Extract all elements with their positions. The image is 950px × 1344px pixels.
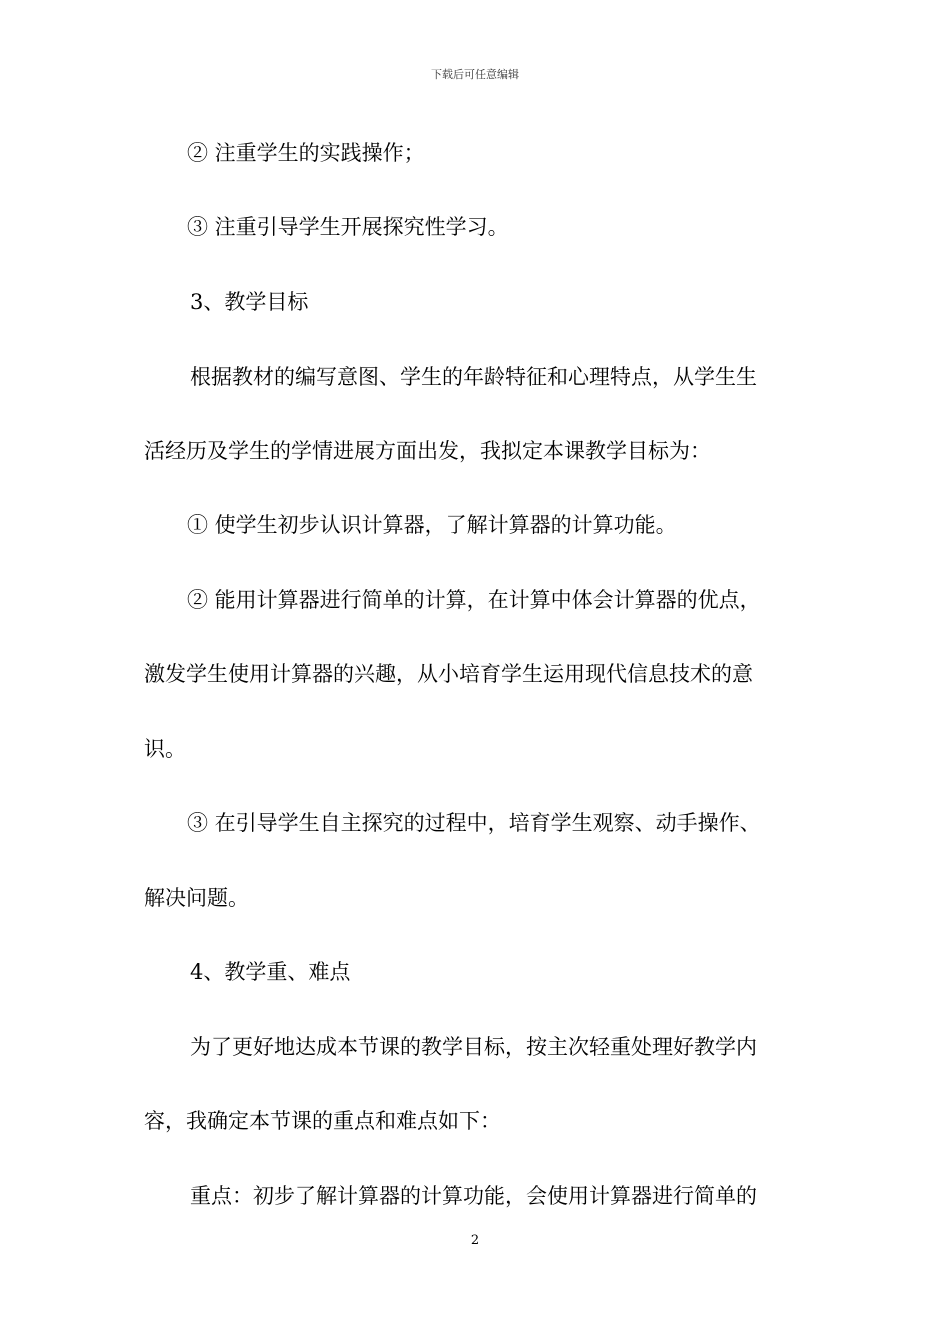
text-line: 为了更好地达成本节课的教学目标，按主次轻重处理好教学内 bbox=[190, 1035, 757, 1059]
text-line: 解决问题。 bbox=[144, 886, 249, 910]
section-heading: 4、教学重、难点 bbox=[190, 960, 351, 984]
page-number: 2 bbox=[470, 1233, 480, 1248]
text-line: ③ 在引导学生自主探究的过程中，培育学生观察、动手操作、 bbox=[187, 811, 761, 835]
text-line: 容，我确定本节课的重点和难点如下： bbox=[144, 1109, 501, 1133]
text-line: 重点：初步了解计算器的计算功能，会使用计算器进行简单的 bbox=[190, 1184, 757, 1208]
text-line: ③ 注重引导学生开展探究性学习。 bbox=[187, 215, 509, 239]
text-line: 识。 bbox=[144, 737, 186, 761]
page-header: 下载后可任意编辑 bbox=[431, 68, 519, 81]
text-line: 根据教材的编写意图、学生的年龄特征和心理特点，从学生生 bbox=[190, 365, 757, 389]
text-line: ② 能用计算器进行简单的计算，在计算中体会计算器的优点， bbox=[187, 588, 761, 612]
text-line: 激发学生使用计算器的兴趣，从小培育学生运用现代信息技术的意 bbox=[144, 662, 753, 686]
text-line: 活经历及学生的学情进展方面出发，我拟定本课教学目标为： bbox=[144, 439, 711, 463]
section-heading: 3、教学目标 bbox=[190, 290, 309, 314]
text-line: ① 使学生初步认识计算器，了解计算器的计算功能。 bbox=[187, 513, 677, 537]
text-line: ② 注重学生的实践操作； bbox=[187, 141, 425, 165]
